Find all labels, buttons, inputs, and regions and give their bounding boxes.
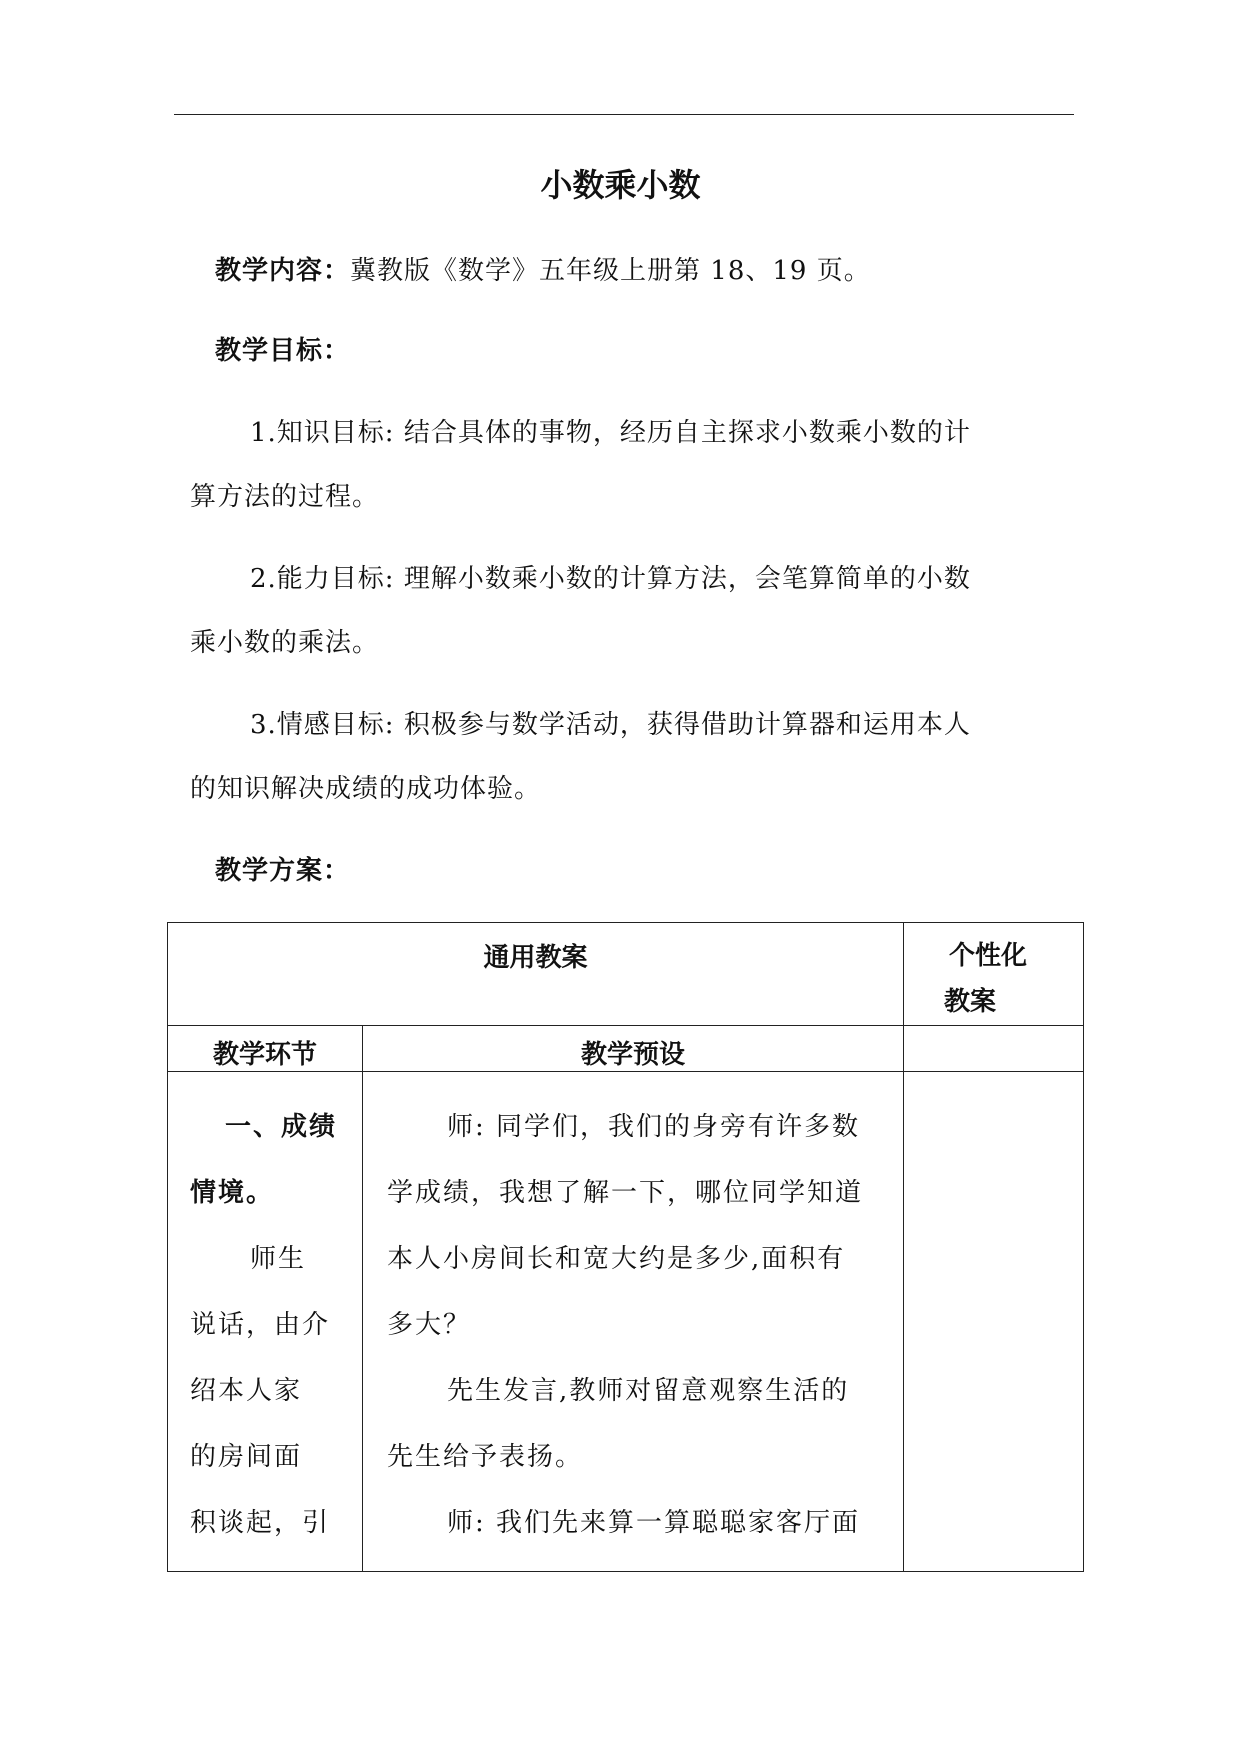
stage-text: 积谈起，引 (190, 1508, 331, 1538)
stage-text: 的房间面 (190, 1442, 303, 1472)
goal-1-line1: 1.知识目标: 结合具体的事物，经历自主探求小数乘小数的计 (250, 418, 971, 448)
goal-3-line2: 的知识解决成绩的成功体验。 (190, 774, 542, 804)
preset-text: 先生发言,教师对留意观察生活的 (447, 1376, 850, 1406)
stage-text: 说话，由介 (190, 1310, 331, 1340)
stage-text: 情境。 (190, 1178, 275, 1208)
stage-text: 绍本人家 (190, 1376, 303, 1406)
goal-2-line2: 乘小数的乘法。 (190, 628, 380, 658)
personal-plan-cell (904, 1072, 1084, 1572)
stage-column-header: 教学环节 (168, 1026, 363, 1072)
goal-2-line1: 2.能力目标: 理解小数乘小数的计算方法，会笔算简单的小数 (250, 564, 971, 594)
header-rule (174, 114, 1074, 115)
plan-heading: 教学方案： (215, 856, 351, 886)
preset-text: 师: 同学们，我们的身旁有许多数 (447, 1112, 861, 1142)
personal-plan-header: 个性化 教案 (904, 923, 1084, 1026)
content-line (215, 250, 871, 287)
page-title: 小数乘小数 (540, 166, 701, 204)
personal-column-header-empty (904, 1026, 1084, 1072)
stage-cell (168, 1072, 363, 1572)
goal-1-line2: 算方法的过程。 (190, 482, 380, 512)
preset-text: 师: 我们先来算一算聪聪家客厅面 (447, 1508, 861, 1538)
content-label: 教学内容： (215, 256, 351, 286)
preset-text: 多大？ (387, 1310, 472, 1340)
goal-3-line1: 3.情感目标: 积极参与数学活动，获得借助计算器和运用本人 (250, 710, 971, 740)
goals-heading: 教学目标： (215, 336, 351, 366)
general-plan-header: 通用教案 (168, 923, 904, 1026)
preset-column-header: 教学预设 (363, 1026, 904, 1072)
stage-text: 一、成绩 (225, 1112, 338, 1142)
preset-text: 学成绩，我想了解一下，哪位同学知道 (387, 1178, 864, 1208)
stage-text: 师生 (250, 1244, 307, 1274)
preset-text: 先生给予表扬。 (387, 1442, 584, 1472)
preset-text: 本人小房间长和宽大约是多少,面积有 (387, 1244, 846, 1274)
content-text: 冀教版《数学》五年级上册第 18、19 页。 (350, 256, 871, 286)
preset-cell (363, 1072, 904, 1572)
lesson-plan-table (167, 922, 1084, 1572)
